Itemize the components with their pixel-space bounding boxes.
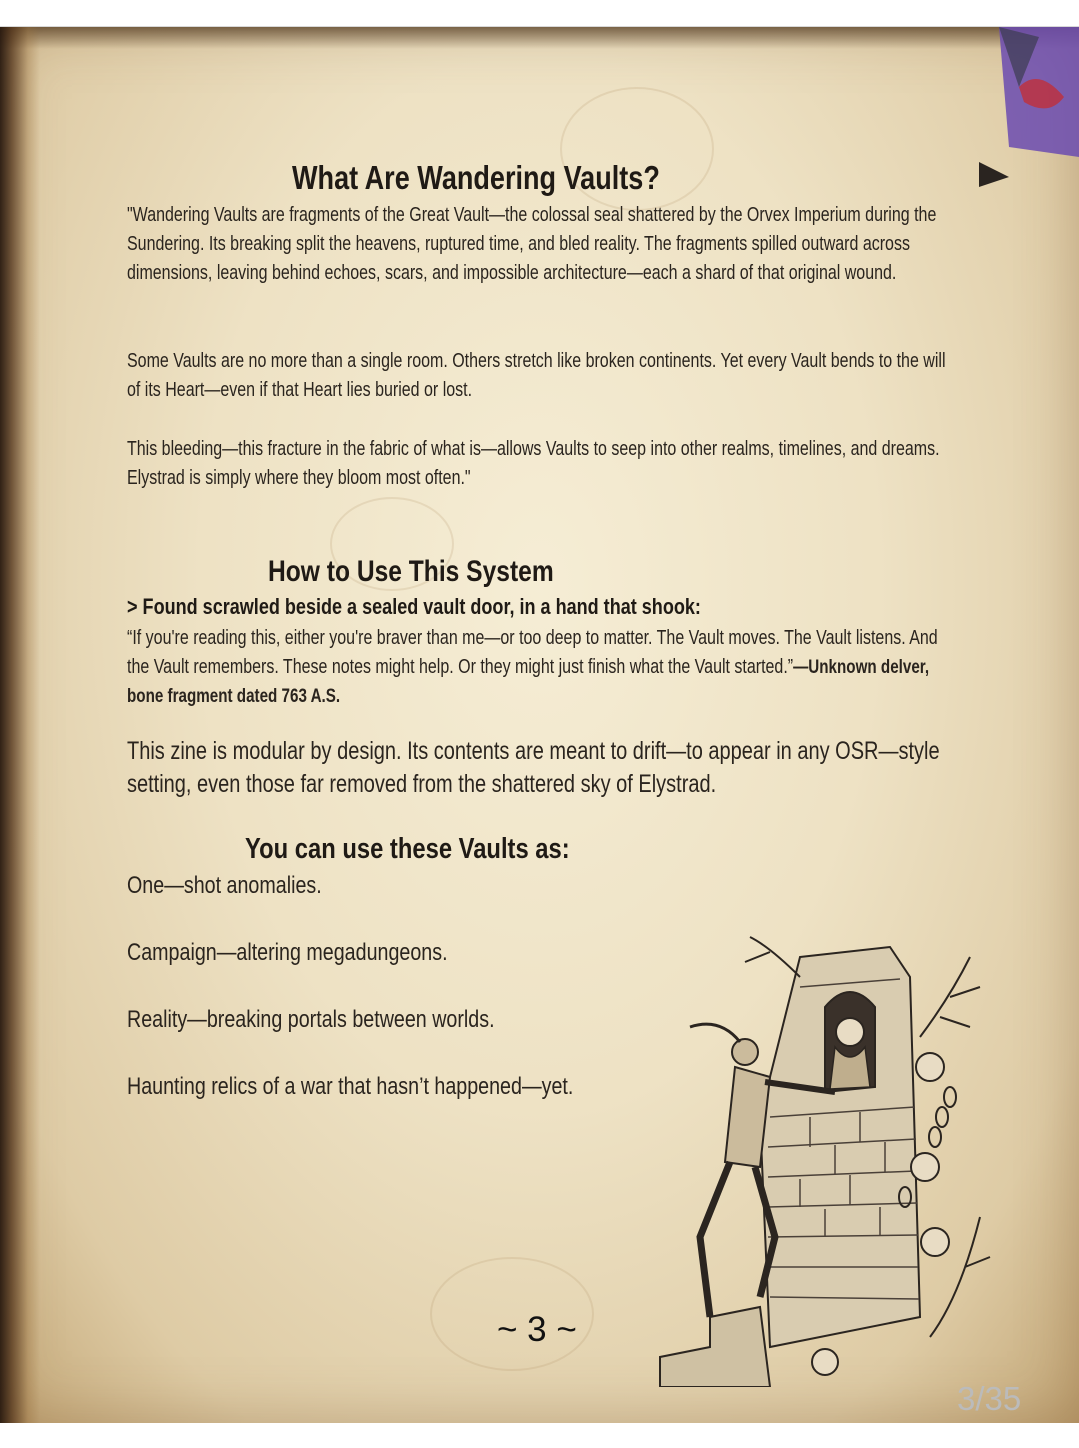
list-item: Haunting relics of a war that hasn’t happened—yet.	[127, 1073, 574, 1100]
delver-quote	[127, 624, 951, 711]
found-note: > Found scrawled beside a sealed vault door, in a hand that shook:	[127, 594, 701, 619]
delver-quote-attribution: —Unknown delver, bone fragment dated 763 A.S.	[127, 657, 930, 707]
delver-quote-text: “If you're reading this, either you're braver than me—or too deep to matter. The Vault moves. The Vault listens. And the Vault remembers. These notes might help. Or they might just finish what the Vault started.”	[127, 627, 938, 678]
page-number: ~ 3 ~	[497, 1310, 577, 1349]
paragraph-vault-bleeding: This bleeding—this fracture in the fabric of what is—allows Vaults to seep into other realms, timelines, and dreams. Elystrad is simply where they bloom most often."	[127, 438, 940, 489]
vault-uses-list	[127, 872, 671, 1140]
ruined-tower-climber-illustration-icon	[650, 917, 995, 1387]
paragraph-zine-modular: This zine is modular by design. Its contents are meant to drift—to appear in any OSR—style setting, even those far removed from the shattered sky of Elystrad.	[127, 737, 940, 798]
list-item: Reality—breaking portals between worlds.	[127, 1006, 495, 1033]
viewer-top-bar	[0, 0, 1079, 27]
heading-how-to-use: How to Use This System	[268, 555, 554, 588]
list-item: One—shot anomalies.	[127, 872, 322, 899]
document-page[interactable]	[0, 27, 1079, 1423]
list-item: Campaign—altering megadungeons.	[127, 939, 448, 966]
heading-use-vaults-as: You can use these Vaults as:	[245, 833, 570, 865]
page-counter: 3/35	[957, 1380, 1022, 1417]
heading-what-are-wandering-vaults: What Are Wandering Vaults?	[292, 159, 660, 196]
paragraph-vault-sizes: Some Vaults are no more than a single room. Others stretch like broken continents. Yet every Vault bends to the will of its Heart—even if that Heart lies buried or lost.	[127, 350, 946, 401]
paragraph-vault-origins: "Wandering Vaults are fragments of the Great Vault—the colossal seal shattered by the Orvex Imperium during the Sundering. Its breaking split the heavens, ruptured time, and bled reality. The fragments spilled outward across dimensions, leaving behind echoes, scars, and impossible architecture—each a shard of that original wound.	[127, 204, 937, 284]
